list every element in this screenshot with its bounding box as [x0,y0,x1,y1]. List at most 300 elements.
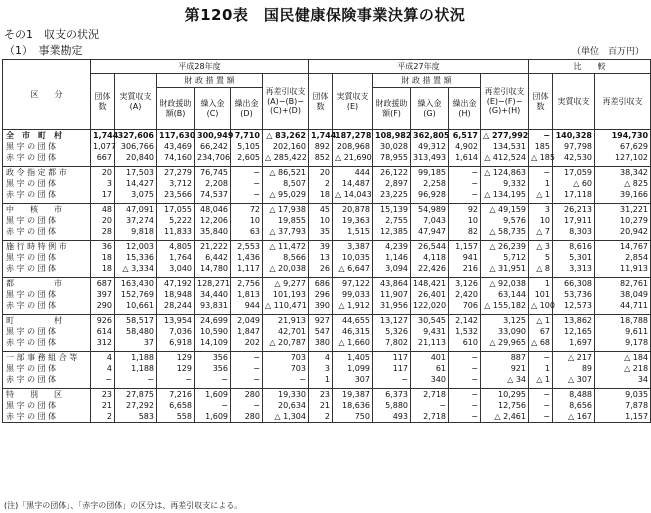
table-cell: 300,949 [195,130,231,142]
table-cell: △ 11,472 [263,241,309,253]
table-cell: △ 285,422 [263,152,309,163]
table-cell: 10,279 [595,215,651,226]
table-cell: 1 [529,178,553,189]
unit-label: （単位 百万円） [571,47,644,57]
table-cell: 2 [309,411,333,423]
table-row [3,326,651,337]
table-cell: 17 [91,189,115,200]
row-label: 赤 字 の 団 体 [3,189,91,200]
table-cell: 686 [309,278,333,290]
row-label: 赤 字 の 団 体 [3,226,91,237]
table-cell: 10,590 [195,326,231,337]
table-cell: 92 [449,204,481,216]
header-transfer-in-g: 繰入金(G) [411,88,449,130]
table-cell: 42,530 [553,152,595,163]
table-cell: 101 [529,289,553,300]
header-revenue-a: 実質収支(A) [115,74,157,130]
table-row [3,315,651,327]
table-cell: 18 [309,189,333,200]
table-cell: 1,847 [231,326,263,337]
table-cell: 13,127 [373,315,411,327]
table-cell: 667 [91,152,115,163]
table-cell: 129 [157,363,195,374]
table-cell: − [195,374,231,385]
table-cell: 99,033 [333,289,373,300]
table-cell: 27,875 [115,389,157,401]
header-transfer-in-c: 繰入金(C) [195,88,231,130]
table-cell: 12,385 [373,226,411,237]
table-cell: 202,160 [263,141,309,152]
table-cell: 5,326 [373,326,411,337]
header-transfer-out-d: 繰出金(D) [231,88,263,130]
table-cell: 306,766 [115,141,157,152]
table-cell: 2 [309,178,333,189]
table-cell: − [231,400,263,411]
table-cell: △ 14,043 [333,189,373,200]
table-cell: 296 [309,289,333,300]
row-label: 黒 字 の 団 体 [3,326,91,337]
table-cell: 2,258 [411,178,449,189]
table-cell: 76,745 [195,167,231,179]
table-cell: 3,387 [333,241,373,253]
row-label: 黒 字 の 団 体 [3,215,91,226]
table-cell: 15,336 [115,252,157,263]
header-assist-b: 財政援助額(B) [157,88,195,130]
table-cell: △ 307 [553,374,595,385]
table-cell: 3,075 [115,189,157,200]
row-label: 一 部 事 務 組 合 等 [3,352,91,364]
table-cell: △ 110,471 [263,300,309,311]
row-label: 特 別 区 [3,389,91,401]
table-cell: △ 7 [529,226,553,237]
table-cell: 185 [529,141,553,152]
table-cell: 13,862 [553,315,595,327]
table-cell: 134,531 [481,141,529,152]
table-cell: 122,020 [411,300,449,311]
table-cell: − [529,411,553,423]
row-label: 施 行 時 特 例 市 [3,241,91,253]
table-cell: 39,166 [595,189,651,200]
table-cell: △ 184 [595,352,651,364]
table-cell: 35 [309,226,333,237]
table-cell: 5,222 [157,215,195,226]
header-category: 区 分 [3,60,91,130]
table-cell: 1,532 [449,326,481,337]
table-row [3,215,651,226]
table-cell: △ 1,912 [333,300,373,311]
table-cell: 15,139 [373,204,411,216]
table-cell: 43,469 [157,141,195,152]
table-cell: − [231,167,263,179]
table-cell: 401 [411,352,449,364]
table-cell: 6,517 [449,130,481,142]
table-cell: △ 825 [595,178,651,189]
table-cell: − [529,400,553,411]
table-cell: 340 [411,374,449,385]
table-cell: 152,769 [115,289,157,300]
table-cell: △ 8 [529,263,553,274]
table-cell: 3,040 [157,263,195,274]
table-cell: 3,126 [449,278,481,290]
table-cell: 28 [91,226,115,237]
table-cell: 3,313 [553,263,595,274]
table-cell: − [195,400,231,411]
table-cell: 37 [115,337,157,348]
table-cell: 610 [449,337,481,348]
row-label: 黒 字 の 団 体 [3,363,91,374]
table-cell: 72 [231,204,263,216]
table-cell: △ 217 [553,352,595,364]
row-label: 赤 字 の 団 体 [3,152,91,163]
table-cell: 1,099 [333,363,373,374]
table-cell: 21 [309,400,333,411]
table-cell: △ 124,863 [481,167,529,179]
header-num-orgs-cmp: 団体数 [529,74,553,130]
table-cell: 14,109 [195,337,231,348]
table-cell: 19,387 [333,389,373,401]
table-cell: 1,146 [373,252,411,263]
table-cell: △ 92,038 [481,278,529,290]
table-cell: 12,003 [115,241,157,253]
row-label: 赤 字 の 団 体 [3,374,91,385]
table-cell: 2,420 [449,289,481,300]
table-cell: 194,730 [595,130,651,142]
table-cell: 21,222 [195,241,231,253]
table-row [3,226,651,237]
table-cell: 1,764 [157,252,195,263]
table-row [3,400,651,411]
table-cell: 2,718 [411,411,449,423]
table-row [3,263,651,274]
table-cell: 82 [449,226,481,237]
table-cell: 67 [529,326,553,337]
table-cell: 5,301 [553,252,595,263]
table-cell: 307 [333,374,373,385]
table-cell: 101,193 [263,289,309,300]
table-cell: 7,710 [231,130,263,142]
table-cell: △ 21,690 [333,152,373,163]
table-cell: △ 6,647 [333,263,373,274]
table-cell: 54,989 [411,204,449,216]
table-row [3,278,651,290]
table-cell: △ 1,304 [263,411,309,423]
settlement-table [2,59,651,423]
table-cell: △ 100 [529,300,553,311]
table-cell: 9,576 [481,215,529,226]
footnote: (注)「黒字の団体」、「赤字の団体」の区分は、再差引収支による。 [4,501,243,510]
table-cell: 37,274 [115,215,157,226]
row-label: 政 令 指 定 都 市 [3,167,91,179]
row-label: 赤 字 の 団 体 [3,300,91,311]
table-cell: 2,049 [231,315,263,327]
table-cell: 38,049 [595,289,651,300]
table-cell: 12,206 [195,215,231,226]
table-cell: 7,216 [157,389,195,401]
table-cell: 3,712 [157,178,195,189]
table-cell: − [115,374,157,385]
table-cell: 17,118 [553,189,595,200]
table-cell: △ 3,334 [115,263,157,274]
table-cell: − [411,400,449,411]
table-cell: − [449,167,481,179]
table-cell: 10 [529,215,553,226]
table-cell: − [449,352,481,364]
header-revenue-cmp: 実質収支 [553,74,595,130]
table-cell: 892 [309,141,333,152]
table-cell: 14,487 [333,178,373,189]
table-cell: △ 155,182 [481,300,529,311]
table-cell: △ 60 [553,178,595,189]
table-row [3,141,651,152]
table-cell: 280 [231,411,263,423]
table-cell: △ 167 [553,411,595,423]
table-cell: 4,239 [373,241,411,253]
table-cell: − [231,352,263,364]
table-cell: 45 [309,204,333,216]
table-cell: 89 [553,363,595,374]
table-cell: 614 [91,326,115,337]
table-row [3,300,651,311]
table-cell: 234,706 [195,152,231,163]
table-cell: △ 83,262 [263,130,309,142]
table-cell: 7,036 [157,326,195,337]
table-cell: 312 [91,337,115,348]
table-cell: 327,606 [115,130,157,142]
header-num-orgs-27: 団体数 [309,74,333,130]
table-cell: 9,332 [481,178,529,189]
table-cell: 8,507 [263,178,309,189]
table-cell: 31,221 [595,204,651,216]
table-header [3,60,651,130]
table-cell: 96,928 [411,189,449,200]
table-row [3,152,651,163]
table-cell: △ 3 [529,241,553,253]
table-cell: 18,788 [595,315,651,327]
table-cell: 1,157 [595,411,651,423]
table-cell: 9,178 [595,337,651,348]
table-cell: 17,059 [553,167,595,179]
table-cell: △ 1 [529,374,553,385]
table-cell: 36 [91,241,115,253]
table-row [3,363,651,374]
table-cell: 23 [91,389,115,401]
table-cell: 4 [91,363,115,374]
table-cell: △ 58,735 [481,226,529,237]
table-cell: 20 [309,167,333,179]
section-subtitle: その1 収支の状況 [4,28,99,41]
table-cell: 1,405 [333,352,373,364]
table-cell: 48 [91,204,115,216]
table-cell: 26,544 [411,241,449,253]
table-cell: 12,573 [553,300,595,311]
table-cell: 4,805 [157,241,195,253]
table-cell: 13 [309,252,333,263]
table-cell: − [529,167,553,179]
table-cell: △ 185 [529,152,553,163]
table-cell: 24,699 [195,315,231,327]
table-cell: − [373,374,411,385]
table-cell: − [529,352,553,364]
table-row [3,352,651,364]
table-cell: 1 [529,278,553,290]
table-cell: 18 [91,252,115,263]
table-cell: 208,968 [333,141,373,152]
row-label: 黒 字 の 団 体 [3,141,91,152]
table-cell: 6,442 [195,252,231,263]
table-cell: − [449,411,481,423]
table-cell: 30,028 [373,141,411,152]
table-cell: − [449,178,481,189]
table-row [3,337,651,348]
table-cell: 34,440 [195,289,231,300]
row-label: 赤 字 の 団 体 [3,337,91,348]
row-label: 黒 字 の 団 体 [3,252,91,263]
table-row [3,241,651,253]
table-cell: 28,244 [157,300,195,311]
table-row [3,252,651,263]
table-cell: 313,493 [411,152,449,163]
table-cell: 10 [231,215,263,226]
table-cell: 926 [91,315,115,327]
header-fiscal-28: 財 政 措 置 額 [157,74,263,88]
table-cell: △ 1 [529,189,553,200]
table-cell: 2 [91,411,115,423]
table-cell: 14,767 [595,241,651,253]
table-cell: 703 [263,363,309,374]
table-cell: 21,113 [411,337,449,348]
table-cell: 12,756 [481,400,529,411]
table-cell: 362,805 [411,130,449,142]
table-cell: 1,744 [309,130,333,142]
table-cell: 3 [529,204,553,216]
table-cell: △ 9,277 [263,278,309,290]
table-cell: 1,117 [231,263,263,274]
table-cell: 4 [91,352,115,364]
table-cell: △ 2,461 [481,411,529,423]
table-cell: 4 [309,352,333,364]
table-cell: 2,756 [231,278,263,290]
table-cell: 26,213 [553,204,595,216]
table-cell: 921 [481,363,529,374]
table-cell: 8,616 [553,241,595,253]
table-cell: 163,430 [115,278,157,290]
page-title: 第120表 国民健康保険事業決算の状況 [184,6,466,24]
table-cell: 687 [91,278,115,290]
table-cell: 19,363 [333,215,373,226]
table-cell: △ 26,239 [481,241,529,253]
header-resub-28: 再差引収支(A)−(B)−(C)+(D) [263,74,309,130]
table-cell: 23,225 [373,189,411,200]
table-cell: 26,122 [373,167,411,179]
table-cell: 8,488 [553,389,595,401]
table-cell: △ 86,521 [263,167,309,179]
table-cell: 3,125 [481,315,529,327]
table-cell: 1,609 [195,389,231,401]
table-cell: − [449,189,481,200]
table-cell: 58,517 [115,315,157,327]
table-cell: 852 [309,152,333,163]
table-cell: 46,315 [333,326,373,337]
table-cell: − [231,189,263,200]
table-cell: 66,242 [195,141,231,152]
table-cell: △ 1 [529,315,553,327]
table-cell: 9,035 [595,389,651,401]
table-cell: 31,956 [373,300,411,311]
table-cell: 63,144 [481,289,529,300]
table-cell: 17,055 [157,204,195,216]
table-cell: − [263,374,309,385]
table-cell: 3,094 [373,263,411,274]
table-cell: − [449,400,481,411]
table-cell: 99,185 [411,167,449,179]
table-cell: 1,157 [449,241,481,253]
table-cell: 390 [309,300,333,311]
row-label: 黒 字 の 団 体 [3,178,91,189]
table-cell: 6,658 [157,400,195,411]
table-cell: 49,312 [411,141,449,152]
table-cell: 10,295 [481,389,529,401]
table-cell: 558 [157,411,195,423]
table-cell: 17,911 [553,215,595,226]
table-cell: − [529,130,553,142]
table-cell: 2,208 [195,178,231,189]
table-cell: 202 [231,337,263,348]
table-cell: − [449,389,481,401]
table-cell: − [157,374,195,385]
table-cell: 6,373 [373,389,411,401]
table-cell: 5,105 [231,141,263,152]
row-label: 都 市 [3,278,91,290]
table-cell: 18,948 [157,289,195,300]
header-fiscal-27: 財 政 措 置 額 [373,74,481,88]
table-cell: 11,833 [157,226,195,237]
table-cell: 187,278 [333,130,373,142]
table-cell: 7,802 [373,337,411,348]
table-cell: 26,401 [411,289,449,300]
table-cell: 38,342 [595,167,651,179]
table-cell: 58,480 [115,326,157,337]
table-row [3,189,651,200]
table-cell: 583 [115,411,157,423]
table-cell: △ 95,029 [263,189,309,200]
table-cell: 280 [231,389,263,401]
table-cell: 7,043 [411,215,449,226]
table-cell: 1,614 [449,152,481,163]
table-cell: 128,271 [195,278,231,290]
table-cell: 67,629 [595,141,651,152]
table-cell: 21 [91,400,115,411]
table-cell: 30,545 [411,315,449,327]
table-cell: − [449,374,481,385]
table-cell: 10 [309,215,333,226]
table-cell: 11,913 [595,263,651,274]
table-cell: 3 [91,178,115,189]
table-cell: 5,712 [481,252,529,263]
table-cell: 97,122 [333,278,373,290]
table-cell: 2,553 [231,241,263,253]
table-cell: 21,913 [263,315,309,327]
table-row [3,130,651,142]
table-cell: 2,718 [411,389,449,401]
table-cell: − [231,363,263,374]
table-cell: 2,854 [595,252,651,263]
table-cell: 941 [449,252,481,263]
table-cell: 74,537 [195,189,231,200]
table-cell: 8,656 [553,400,595,411]
table-cell: 9,818 [115,226,157,237]
row-label: 黒 字 の 団 体 [3,289,91,300]
header-resub-cmp: 再差引収支 [595,74,651,130]
